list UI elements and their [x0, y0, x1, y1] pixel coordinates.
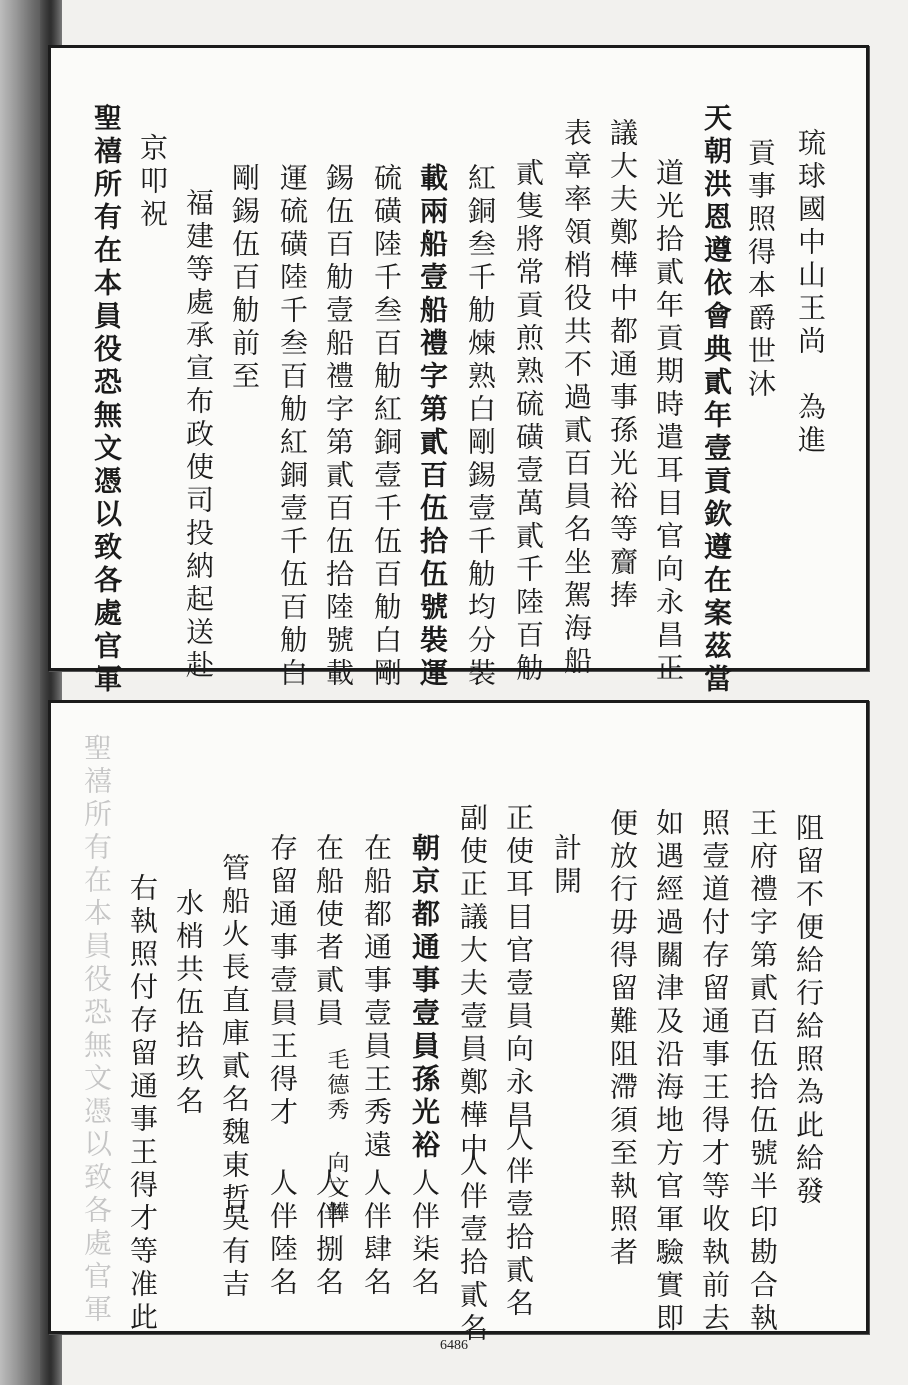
- text-column: 議大夫鄭樺中都通事孫光裕等齎捧: [606, 118, 639, 613]
- text-column: 阻留不便給行給照為此給發: [792, 813, 825, 1209]
- personnel-entry: 在船使者貳員: [312, 833, 345, 1031]
- envoy-names: 毛德秀 向文韡: [324, 1048, 349, 1226]
- text-column: 王府禮字第貳百伍拾伍號半印勘合執: [746, 808, 779, 1336]
- personnel-entry: 存留通事壹員王得才: [266, 833, 299, 1130]
- text-column: 水梢共伍拾玖名: [172, 888, 205, 1119]
- personnel-entry: 在船都通事壹員王秀遠: [360, 833, 393, 1163]
- text-column: 硫磺陸千叁百觔紅銅壹千伍百觔白剛: [370, 163, 403, 691]
- bleed-through-text: 聖禧所有在本員役恐無文憑以致各處官軍: [80, 733, 113, 1327]
- personnel-entry: 正使耳目官壹員向永昌: [502, 803, 535, 1133]
- text-column: 右執照付存留通事王得才等准此: [126, 873, 159, 1335]
- page-number: 6486: [440, 1338, 468, 1353]
- text-column: 載兩船壹船禮字第貳百伍拾伍號裝運: [416, 163, 449, 691]
- text-column: 貢事照得本爵世沐: [744, 138, 777, 402]
- text-column: 聖禧所有在本員役恐無文憑以致各處官軍: [90, 103, 123, 697]
- text-column: 照壹道付存留通事王得才等收執前去: [698, 808, 731, 1336]
- attendant-count: 人伴陸名: [266, 1168, 299, 1300]
- text-column: 表章率領梢役共不過貳百員名坐駕海船: [560, 118, 593, 679]
- text-column: 便放行毋得留難阻滯須至執照者: [606, 808, 639, 1270]
- text-column: 琉球國中山王尚 為進: [794, 128, 827, 458]
- personnel-entry: 管船火長直庫貳名魏東哲: [218, 853, 251, 1216]
- text-column: 運硫磺陸千叁百觔紅銅壹千伍百觔白: [276, 163, 309, 691]
- text-column: 紅銅叁千觔煉熟白剛錫壹千觔均分裝: [464, 163, 497, 691]
- text-column: 計開: [550, 833, 583, 899]
- attendant-count: 人伴肆名: [360, 1168, 393, 1300]
- personnel-entry: 副使正議大夫壹員鄭樺中: [456, 803, 489, 1166]
- text-column: 天朝洪恩遵依會典貳年壹貢欽遵在案茲當: [700, 103, 733, 697]
- attendant-count: 人伴壹拾貳名: [456, 1148, 489, 1346]
- text-column: 貳隻將常貢煎熟硫磺壹萬貳千陸百觔: [512, 158, 545, 686]
- text-column: 福建等處承宣布政使司投納起送赴: [182, 188, 215, 683]
- text-column: 道光拾貳年貢期時遣耳目官向永昌正: [652, 158, 685, 686]
- attendant-count: 人伴柒名: [408, 1168, 441, 1300]
- text-column: 錫伍百觔壹船禮字第貳百伍拾陸號載: [322, 163, 355, 691]
- top-document-panel: [48, 45, 869, 697]
- text-column: 京叩祝: [136, 133, 169, 232]
- attendant-count: 人伴捌名: [312, 1168, 345, 1300]
- text-column: 如遇經過關津及沿海地方官軍驗實即: [652, 808, 685, 1336]
- attendant-count: 人伴壹拾貳名: [502, 1123, 535, 1321]
- personnel-name: 吳有吉: [218, 1203, 251, 1302]
- text-column: 剛錫伍百觔前至: [228, 163, 261, 394]
- personnel-entry: 朝京都通事壹員孫光裕: [408, 833, 441, 1163]
